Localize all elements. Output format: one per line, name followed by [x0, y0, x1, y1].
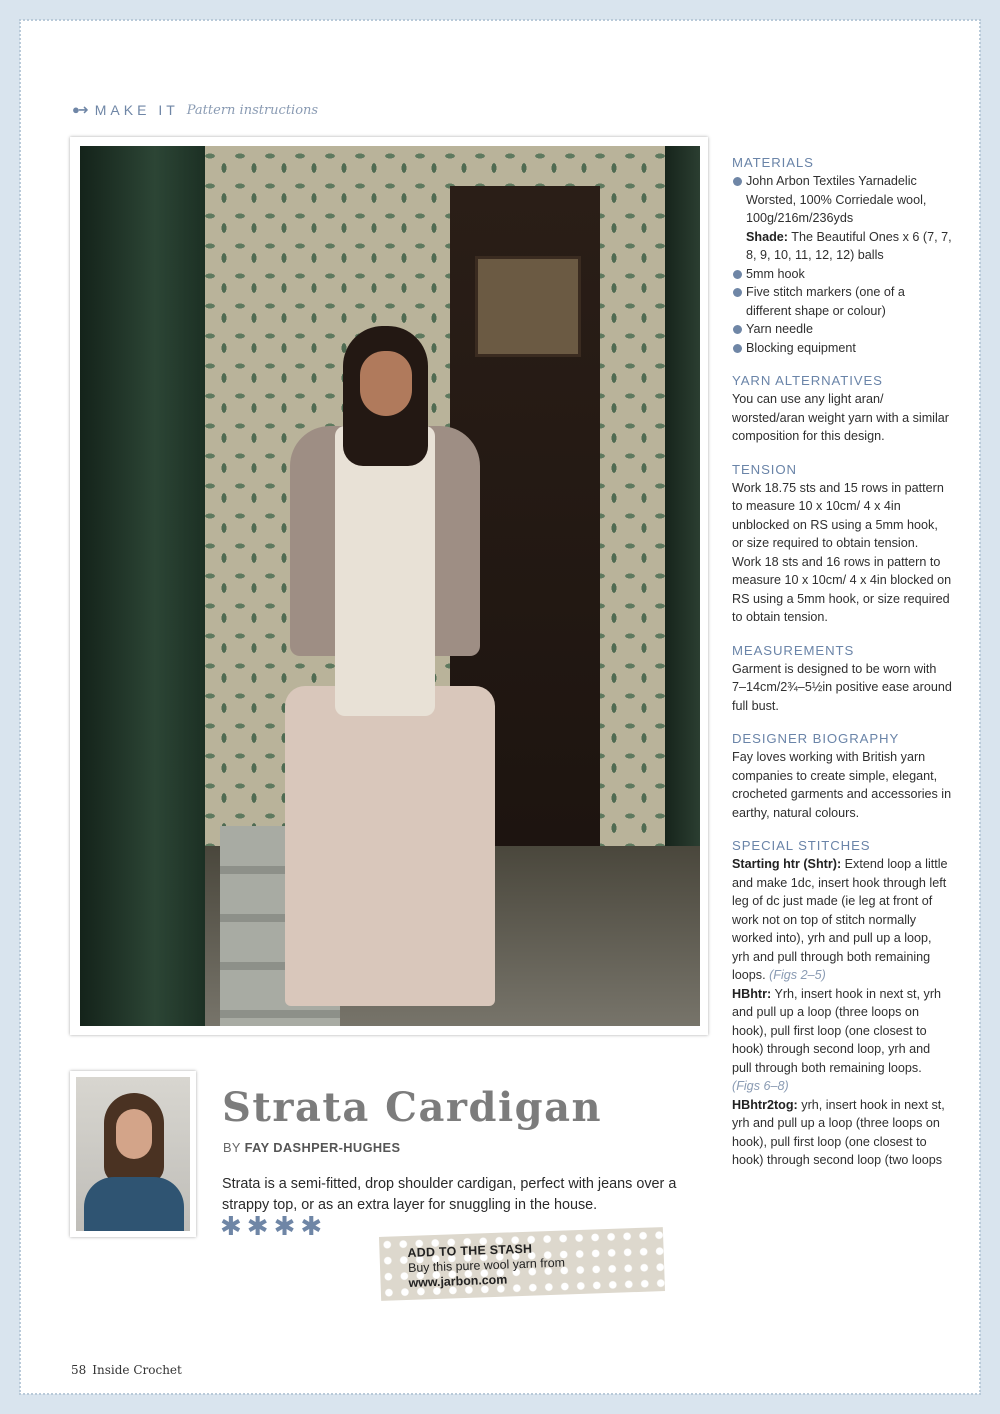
materials-heading: MATERIALS	[732, 155, 814, 170]
stitch-hbhtr2tog: HBhtr2tog: yrh, insert hook in next st, yrh and pull up a loop (three loops on hook), pull first loop (one closest to hook) through second loop (two loops	[732, 1097, 945, 1167]
stitch-shtr: Starting htr (Shtr): Extend loop a little and make 1dc, insert hook through left leg of dc just made (ie leg at front of work not on top of stitch normally worked into), yrh and pull up a loop, yrh and pull through both remaining loops. (Figs 2–5)	[732, 857, 948, 982]
materials-section	[732, 154, 952, 357]
tension-blocked: Work 18 sts and 16 rows in pattern to measure 10 x 10cm/ 4 x 4in blocked on RS using a 5mm hook, or size required to obtain tension.	[732, 554, 952, 624]
list-item: Yarn needle	[732, 320, 952, 339]
page-number: 58	[71, 1363, 87, 1377]
model-shirt	[335, 426, 435, 716]
section-label: MAKE IT	[94, 102, 179, 118]
designer-bio-text: Fay loves working with British yarn companies to create simple, elegant, crocheted garments and accessories in earthy, natural colours.	[732, 750, 952, 820]
star-icon: ✱	[220, 1211, 242, 1241]
byline: BY FAY DASHPER-HUGHES	[223, 1140, 401, 1155]
designer-bio-section	[732, 730, 952, 822]
shade-value: The Beautiful Ones x 6 (7, 7, 8, 9, 10, 11, 12, 12) balls	[746, 229, 952, 262]
add-to-stash-box	[379, 1227, 665, 1301]
pattern-title: Strata Cardigan	[222, 1084, 603, 1131]
list-item: John Arbon Textiles Yarnadelic Worsted, 100% Corriedale wool, 100g/216m/236yds Shade: The Beautiful Ones x 6 (7, 7, 8, 9, 10, 11, 12, 12) balls	[732, 172, 952, 265]
pattern-intro: Strata is a semi-fitted, drop shoulder cardigan, perfect with jeans over a strappy top, or as an extra layer for snuggling in the house.	[222, 1176, 677, 1213]
designer-bio-heading: DESIGNER BIOGRAPHY	[732, 731, 900, 746]
list-item: 5mm hook	[732, 265, 952, 284]
section-header	[72, 100, 318, 120]
designer-photo-frame	[70, 1071, 196, 1237]
bullet-icon	[733, 270, 742, 279]
shade-label: Shade:	[746, 229, 788, 244]
designer-name: FAY DASHPER-HUGHES	[244, 1140, 401, 1155]
measurements-text: Garment is designed to be worn with 7–14cm/2¾–5½in positive ease around full bust.	[732, 661, 952, 713]
star-icon: ✱	[246, 1211, 269, 1241]
materials-list	[732, 172, 952, 357]
stitch-hbhtr: HBhtr: Yrh, insert hook in next st, yrh and pull up a loop (three loops on hook), pull first loop (one closest to hook) through second loop, yrh and pull through both remaining loops. (Figs 6–8)	[732, 986, 942, 1093]
door-left	[80, 146, 205, 1026]
arrow-icon: ●➜	[72, 102, 87, 117]
list-item: Blocking equipment	[732, 339, 952, 358]
stash-text: Buy this pure wool yarn from	[407, 1255, 566, 1275]
yarn-alternatives-text: You can use any light aran/ worsted/aran weight yarn with a similar composition for this design.	[732, 392, 949, 443]
star-icon: ✱	[300, 1211, 323, 1241]
tension-section	[732, 461, 952, 627]
measurements-section	[732, 642, 952, 716]
list-item: Five stitch markers (one of a different shape or colour)	[732, 283, 952, 320]
magazine-page	[20, 20, 980, 1394]
stash-link[interactable]: www.jarbon.com	[408, 1272, 508, 1290]
special-stitches-section	[732, 837, 952, 1170]
bullet-icon	[733, 177, 742, 186]
difficulty-rating	[220, 1213, 322, 1239]
stash-heading: ADD TO THE STASH	[407, 1241, 533, 1260]
model-face	[360, 351, 412, 416]
bullet-icon	[733, 288, 742, 297]
star-icon: ✱	[273, 1211, 296, 1241]
magazine-name: Inside Crochet	[92, 1363, 182, 1377]
yarn-alternatives-heading: YARN ALTERNATIVES	[732, 373, 883, 388]
tension-unblocked: Work 18.75 sts and 15 rows in pattern to measure 10 x 10cm/ 4 x 4in unblocked on RS using a 5mm hook, or size required to obtain tension.	[732, 480, 944, 550]
main-photo	[80, 146, 700, 1026]
yarn-alternatives-section	[732, 372, 952, 446]
special-stitches-heading: SPECIAL STITCHES	[732, 838, 871, 853]
section-subtitle: Pattern instructions	[186, 102, 319, 118]
info-column	[732, 154, 952, 1185]
model-trousers	[285, 686, 495, 1006]
tension-heading: TENSION	[732, 461, 797, 477]
measurements-heading: MEASUREMENTS	[732, 642, 855, 658]
main-photo-frame	[70, 137, 708, 1035]
page-footer	[71, 1363, 182, 1377]
designer-photo	[76, 1077, 190, 1231]
model-figure	[250, 316, 520, 1016]
bullet-icon	[733, 344, 742, 353]
bullet-icon	[733, 325, 742, 334]
